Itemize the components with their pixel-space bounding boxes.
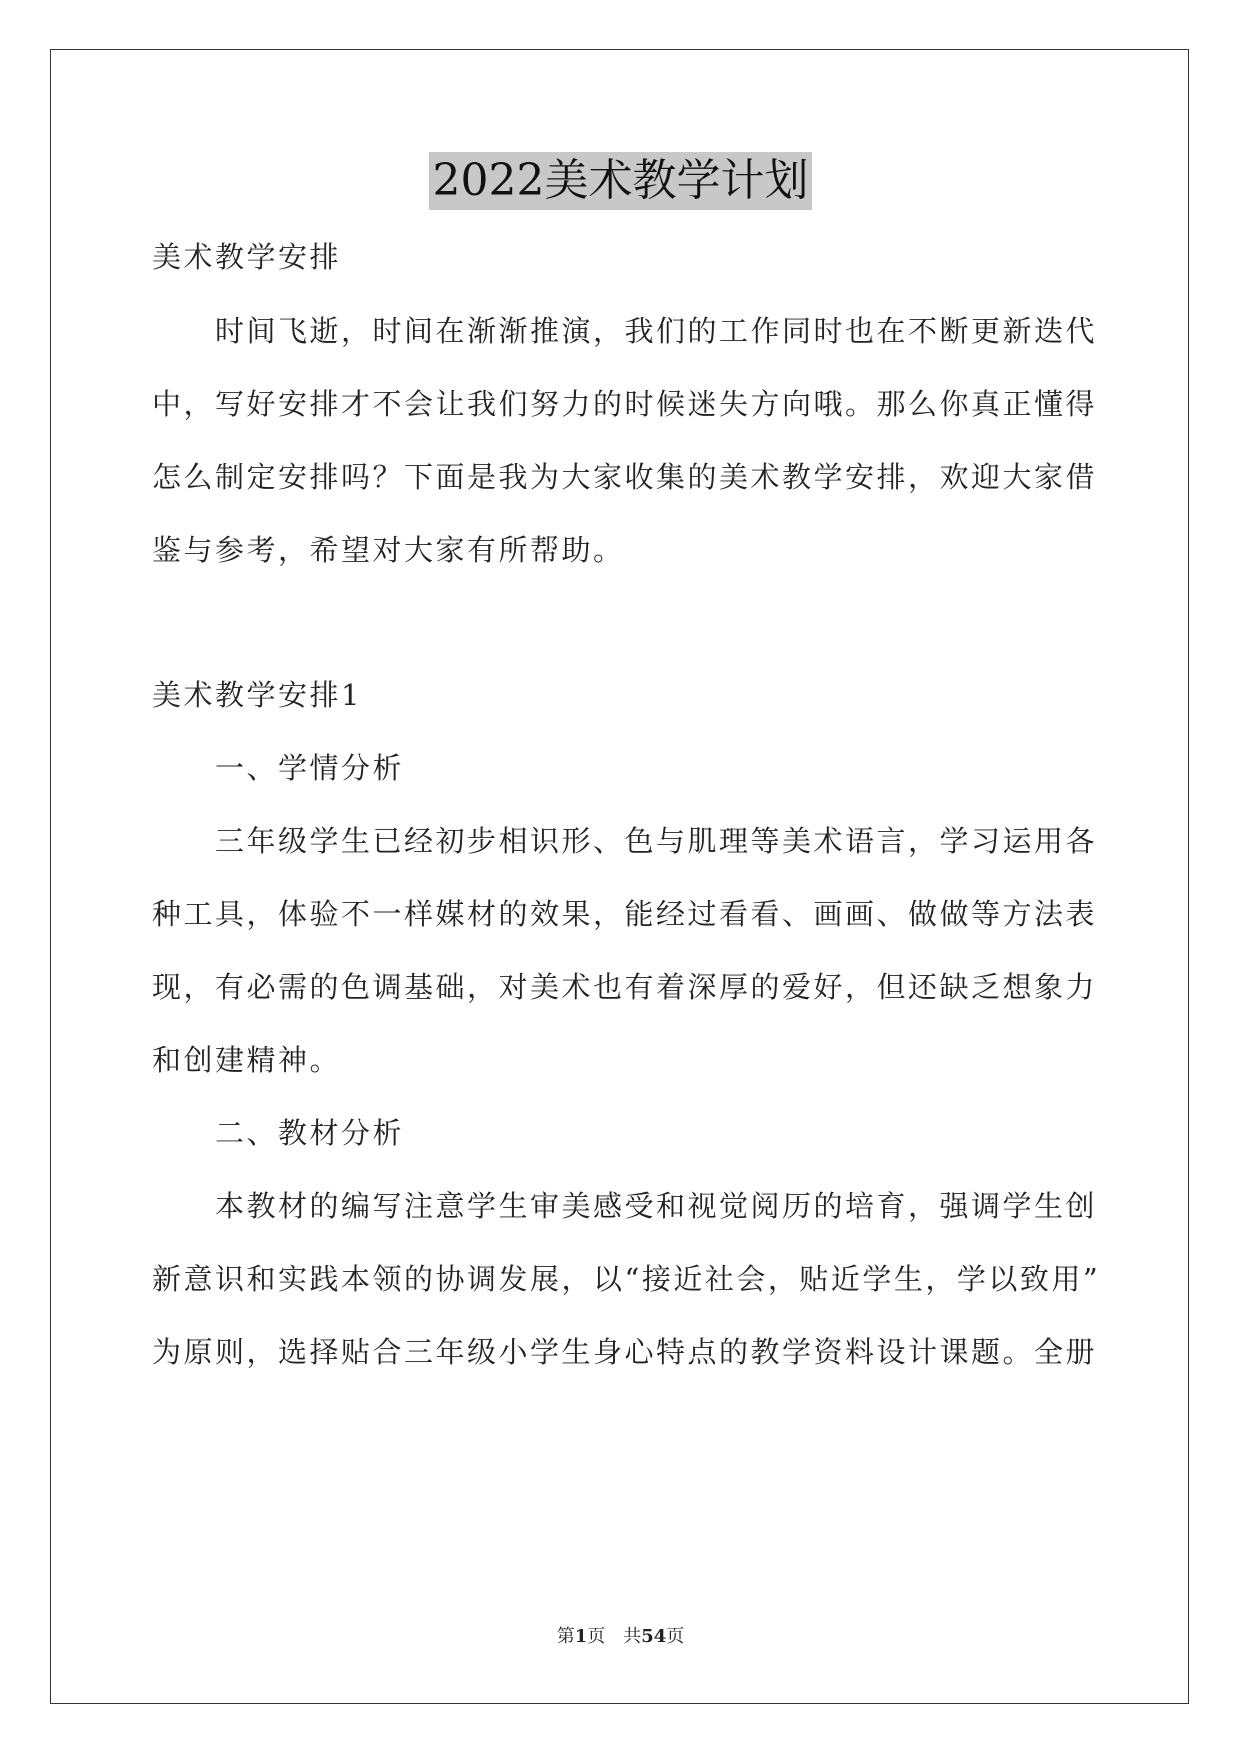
para1-line-2: 种工具，体验不一样媒材的效果，能经过看看、画画、做做等方法表 — [152, 897, 1098, 931]
intro-line-3: 怎么制定安排吗？下面是我为大家收集的美术教学安排，欢迎大家借 — [152, 460, 1098, 494]
intro-line-1: 时间飞逝，时间在渐渐推演，我们的工作同时也在不断更新迭代 — [215, 314, 1098, 348]
document-title: 2022美术教学计划 — [429, 152, 813, 210]
para2-line-3: 为原则，选择贴合三年级小学生身心特点的教学资料设计课题。全册 — [152, 1335, 1098, 1369]
footer-page-total: 54 — [641, 1626, 667, 1647]
para1-line-3: 现，有必需的色调基础，对美术也有着深厚的爱好，但还缺乏想象力 — [152, 970, 1098, 1004]
para1-line-4: 和创建精神。 — [152, 1043, 342, 1077]
footer-prefix: 第 — [556, 1626, 575, 1647]
title-wrap — [0, 152, 1241, 210]
heading: 美术教学安排 — [152, 240, 342, 274]
para2-line-2: 新意识和实践本领的协调发展，以“接近社会，贴近学生，学以致用” — [152, 1262, 1101, 1296]
footer-mid: 页 共 — [587, 1626, 642, 1647]
subheading-1: 一、学情分析 — [215, 751, 405, 785]
footer-page-number: 1 — [574, 1626, 588, 1647]
para1-line-1: 三年级学生已经初步相识形、色与肌理等美术语言，学习运用各 — [215, 824, 1098, 858]
footer-suffix: 页 — [666, 1626, 685, 1647]
intro-line-2: 中，写好安排才不会让我们努力的时候迷失方向哦。那么你真正懂得 — [152, 387, 1098, 421]
intro-line-4: 鉴与参考，希望对大家有所帮助。 — [152, 533, 625, 567]
page-footer — [0, 1622, 1241, 1648]
subheading-2: 二、教材分析 — [215, 1116, 405, 1150]
page-border — [50, 49, 1189, 1704]
para2-line-1: 本教材的编写注意学生审美感受和视觉阅历的培育，强调学生创 — [215, 1189, 1098, 1223]
section-title: 美术教学安排1 — [152, 678, 362, 712]
